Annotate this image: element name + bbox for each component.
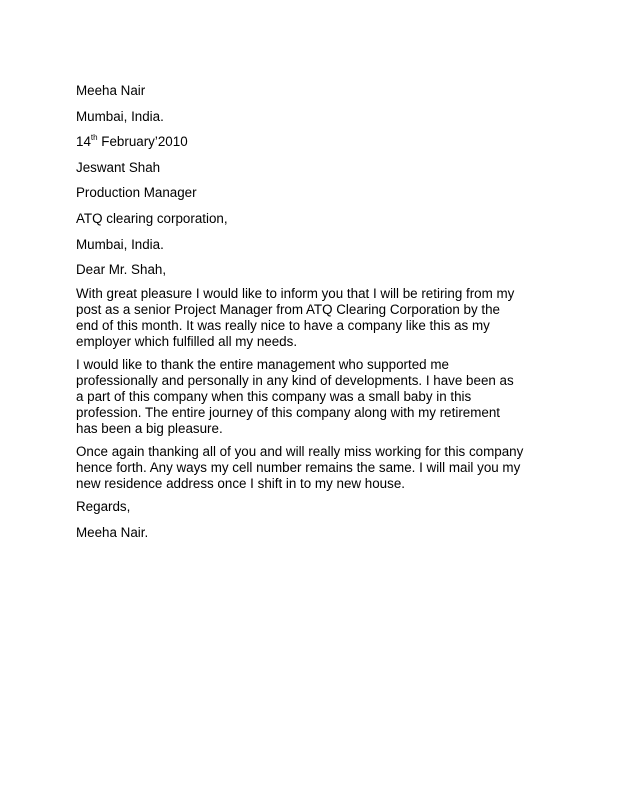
sender-city: Mumbai, India. (76, 108, 164, 124)
body-paragraph-3: Once again thanking all of you and will really miss working for this company hence forth. Any ways my cell number remains the same. I will mail you my new residence address once I shift in to my new house. (76, 444, 524, 492)
sender-name: Meeha Nair (76, 83, 146, 98)
recipient-company: ATQ clearing corporation, (76, 210, 228, 226)
date-rest: February’2010 (97, 134, 188, 150)
date-day: 14 (76, 134, 91, 150)
recipient-city: Mumbai, India. (76, 236, 164, 252)
signature: Meeha Nair. (76, 524, 149, 540)
recipient-title: Production Manager (76, 185, 197, 201)
body-paragraph-2: I would like to thank the entire management who supported me professionally and personally in any kind of developments. I have been as a part of this company when this company was a small baby in this profession. The entire journey of this company along with my retirement has been a big pleasure. (76, 357, 514, 437)
date-suffix: th (90, 132, 98, 142)
letter-content (76, 83, 576, 550)
body-paragraph-1: With great pleasure I would like to inform you that I will be retiring from my post as a senior Project Manager from ATQ Clearing Corporation by the end of this month. It was really nice to have a company like this as my employer which fulfilled all my needs. (76, 286, 515, 350)
letter-date (76, 134, 576, 150)
salutation: Dear Mr. Shah, (76, 262, 167, 278)
recipient-name: Jeswant Shah (76, 159, 161, 175)
closing: Regards, (76, 499, 131, 515)
